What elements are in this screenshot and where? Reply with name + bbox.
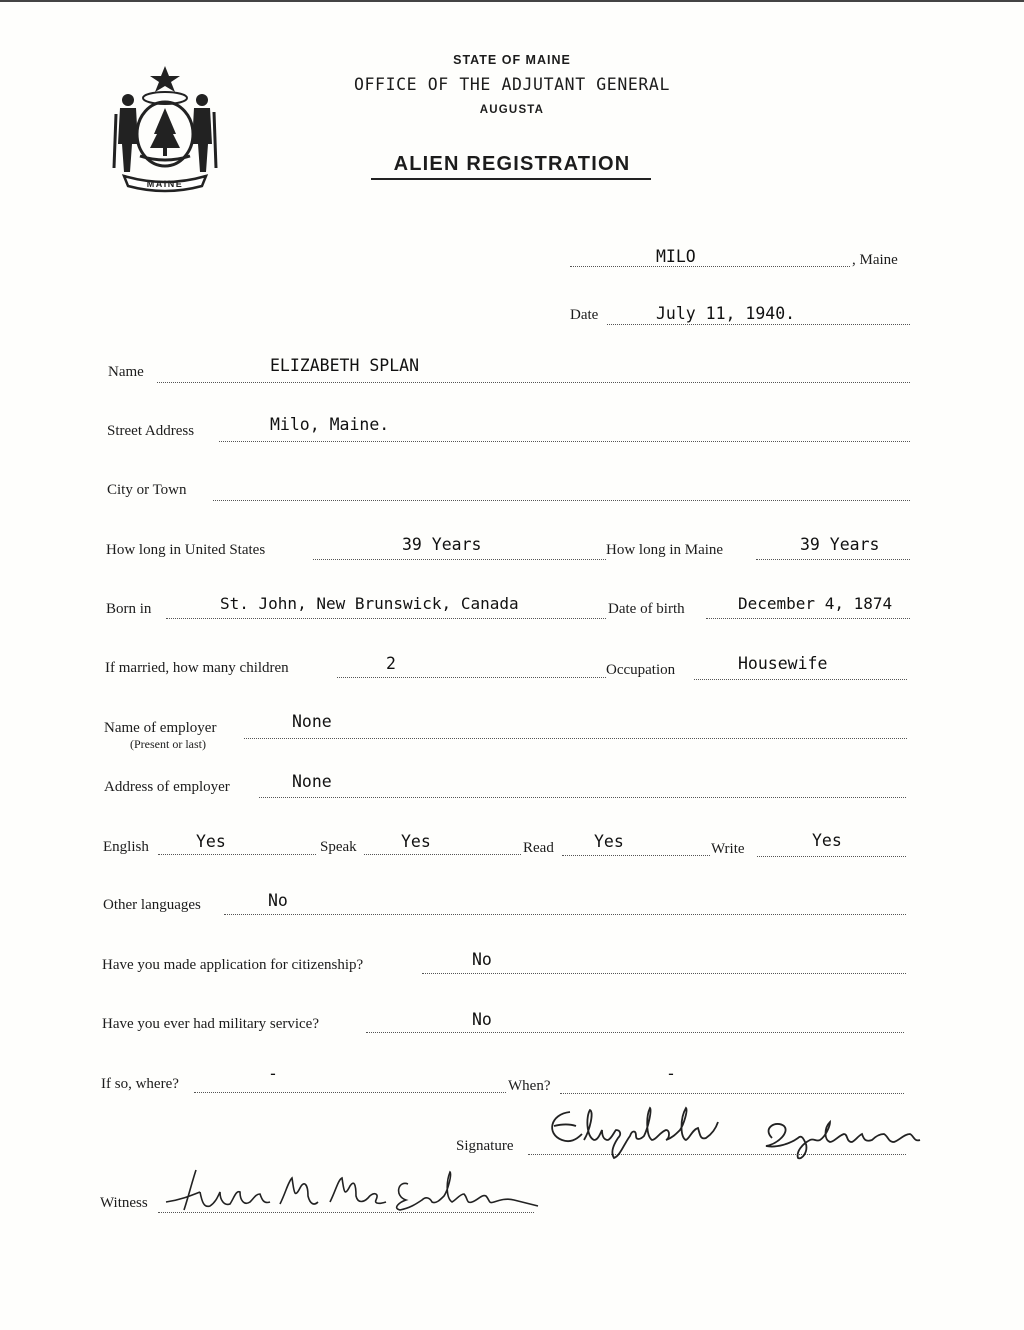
name-value: ELIZABETH SPLAN xyxy=(270,356,420,375)
military-line xyxy=(366,1032,904,1033)
military-label: Have you ever had military service? xyxy=(102,1016,319,1032)
speak-line xyxy=(364,854,521,855)
dob-line xyxy=(706,618,910,619)
street-value: Milo, Maine. xyxy=(270,415,390,434)
citizenship-value: No xyxy=(472,950,492,969)
signature-text: Elizabeth Splan xyxy=(540,1168,547,1169)
occupation-line xyxy=(694,679,907,680)
english-line xyxy=(158,854,316,855)
employer-address-label: Address of employer xyxy=(104,779,230,795)
form-title: ALIEN REGISTRATION xyxy=(393,153,631,175)
witness-handwriting xyxy=(160,1162,540,1222)
header-office: OFFICE OF THE ADJUTANT GENERAL xyxy=(353,75,670,94)
date-label: Date xyxy=(570,307,599,323)
us-duration-label: How long in United States xyxy=(106,542,266,558)
us-duration-line xyxy=(313,559,606,560)
where-line xyxy=(194,1092,506,1093)
occupation-value: Housewife xyxy=(738,654,828,673)
street-label: Street Address xyxy=(107,423,195,439)
employer-address-value: None xyxy=(292,772,332,791)
read-value: Yes xyxy=(594,832,624,851)
children-value: 2 xyxy=(386,654,396,673)
other-languages-value: No xyxy=(268,891,288,910)
city-line xyxy=(213,500,910,501)
date-line xyxy=(607,324,910,325)
children-label: If married, how many children xyxy=(105,660,289,676)
when-value: - xyxy=(666,1064,676,1083)
name-line xyxy=(157,382,910,383)
english-value: Yes xyxy=(196,832,226,851)
write-line xyxy=(757,856,906,857)
when-line xyxy=(560,1093,904,1094)
maine-duration-line xyxy=(756,559,910,560)
city-label: City or Town xyxy=(107,482,187,498)
where-label: If so, where? xyxy=(101,1076,179,1092)
born-value: St. John, New Brunswick, Canada xyxy=(220,594,519,613)
dob-label: Date of birth xyxy=(608,601,685,617)
military-value: No xyxy=(472,1010,492,1029)
read-line xyxy=(562,855,710,856)
street-line xyxy=(219,441,910,442)
employer-sublabel: (Present or last) xyxy=(130,737,206,751)
witness-text: Thelma M. McEachern xyxy=(160,1220,170,1221)
other-languages-line xyxy=(224,914,906,915)
signature-handwriting xyxy=(540,1100,940,1170)
other-languages-label: Other languages xyxy=(103,897,201,913)
born-line xyxy=(166,618,606,619)
header-city: AUGUSTA xyxy=(479,104,545,116)
children-line xyxy=(337,677,606,678)
town-suffix: , Maine xyxy=(852,252,898,268)
citizenship-label: Have you made application for citizenship? xyxy=(102,957,364,973)
employer-address-line xyxy=(259,797,906,798)
when-label: When? xyxy=(508,1078,551,1094)
title-underline xyxy=(371,178,651,180)
dob-value: December 4, 1874 xyxy=(738,594,893,613)
header-state: STATE OF MAINE xyxy=(453,53,571,67)
occupation-label: Occupation xyxy=(606,662,676,678)
born-label: Born in xyxy=(106,601,152,617)
speak-label: Speak xyxy=(320,839,357,855)
write-value: Yes xyxy=(812,831,842,850)
date-value: July 11, 1940. xyxy=(656,304,796,323)
signature-label: Signature xyxy=(456,1138,514,1154)
citizenship-line xyxy=(422,973,906,974)
witness-label: Witness xyxy=(100,1195,148,1211)
speak-value: Yes xyxy=(401,832,431,851)
town-line xyxy=(570,266,850,267)
employer-line xyxy=(244,738,907,739)
employer-label: Name of employer xyxy=(104,720,217,736)
where-value: - xyxy=(268,1064,278,1083)
english-label: English xyxy=(103,839,149,855)
read-label: Read xyxy=(523,840,554,856)
svg-text:MAINE: MAINE xyxy=(146,179,184,189)
us-duration-value: 39 Years xyxy=(402,535,482,554)
employer-value: None xyxy=(292,712,332,731)
town-value: MILO xyxy=(656,247,696,266)
name-label: Name xyxy=(108,364,144,380)
maine-duration-label: How long in Maine xyxy=(606,542,724,558)
write-label: Write xyxy=(711,841,745,857)
maine-duration-value: 39 Years xyxy=(800,535,880,554)
